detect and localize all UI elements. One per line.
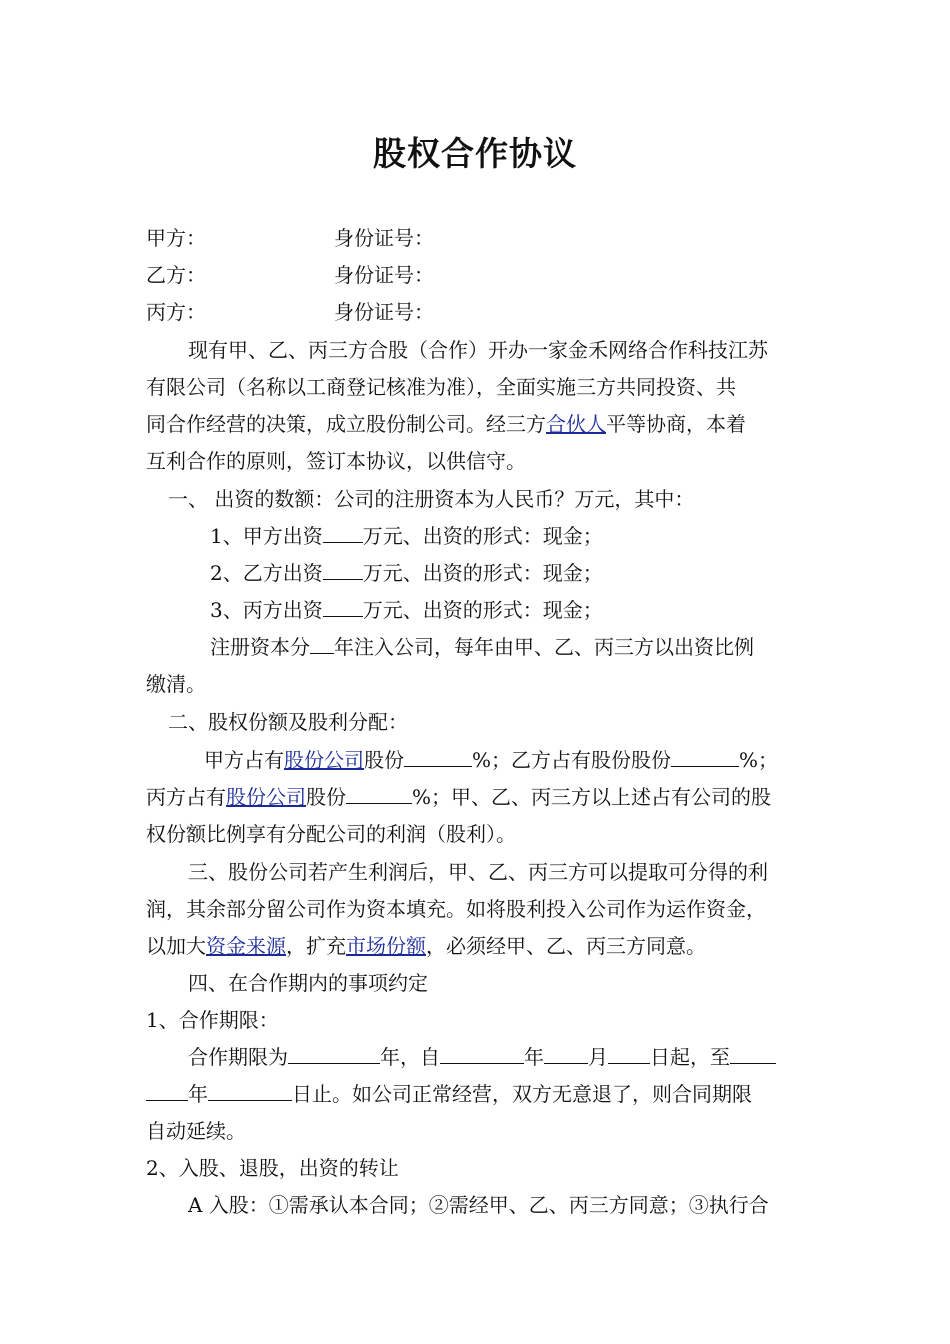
capital-item-1-form: 万元、出资的形式：现金； — [362, 524, 603, 548]
capital-item-3-label: 3、丙方出资 — [210, 598, 323, 622]
share-line-1-text-d: %； — [739, 748, 779, 772]
term2-text-a: 年 — [188, 1082, 208, 1106]
entry-line-1: A 入股：①需承认本合同；②需经甲、乙、丙三方同意；③执行合 — [188, 1193, 769, 1217]
profit-line-3 — [146, 932, 706, 960]
section-2-heading: 二、股权份额及股利分配： — [168, 710, 408, 734]
share-line-1-text-c: %；乙方占有股份股份 — [472, 748, 672, 772]
party-a-id-label: 身份证号： — [334, 226, 434, 250]
joint-stock-company-link[interactable]: 股份公司 — [226, 785, 306, 809]
capital-source-link[interactable]: 资金来源 — [206, 934, 286, 958]
intro-line-4: 互利合作的原则，签订本协议，以供信守。 — [146, 449, 526, 473]
section-1-heading: 一、 出资的数额：公司的注册资本为人民币？万元，其中： — [168, 487, 695, 511]
party-c-line — [146, 298, 434, 326]
profit-line-2: 润，其余部分留公司作为资本填充。如将股利投入公司作为运作资金， — [146, 897, 766, 921]
term-line-1 — [188, 1043, 776, 1071]
blank-field — [440, 1045, 524, 1064]
entry-subheading: 2、入股、退股，出资的转让 — [146, 1156, 399, 1180]
share-line-3: 权份额比例享有分配公司的利润（股利）。 — [146, 822, 516, 846]
partner-link[interactable]: 合伙人 — [546, 412, 606, 436]
share-line-2-text-c: %；甲、乙、丙三方以上述占有公司的股 — [412, 785, 772, 809]
capital-item-1 — [210, 522, 603, 550]
blank-field — [323, 524, 363, 543]
profit-line-3-text-c: ，必须经甲、乙、丙三方同意。 — [426, 934, 706, 958]
registration-line-2: 缴清。 — [146, 672, 206, 696]
blank-field — [346, 785, 412, 804]
capital-item-1-label: 1、甲方出资 — [210, 524, 323, 548]
term-text-c: 年 — [524, 1045, 544, 1069]
market-share-link[interactable]: 市场份额 — [346, 934, 426, 958]
party-b-id-label: 身份证号： — [334, 263, 434, 287]
share-line-1-text-a: 甲方占有 — [204, 748, 284, 772]
blank-field — [544, 1045, 588, 1064]
capital-item-2-form: 万元、出资的形式：现金； — [362, 561, 603, 585]
share-line-1-text-b: 股份 — [364, 748, 404, 772]
section-4-heading: 四、在合作期内的事项约定 — [188, 971, 428, 995]
capital-item-3-form: 万元、出资的形式：现金； — [362, 598, 603, 622]
profit-line-1: 三、股份公司若产生利润后，甲、乙、丙三方可以提取可分得的利 — [188, 860, 768, 884]
term-subheading: 1、合作期限： — [146, 1008, 279, 1032]
blank-field — [404, 748, 472, 767]
capital-item-3 — [210, 596, 603, 624]
share-line-2-text-b: 股份 — [306, 785, 346, 809]
party-a-line — [146, 224, 434, 252]
share-line-2 — [146, 783, 771, 811]
party-b-line — [146, 261, 434, 289]
blank-field — [323, 561, 363, 580]
blank-field — [310, 635, 334, 654]
intro-line-2: 有限公司（名称以工商登记核准为准），全面实施三方共同投资、共 — [146, 375, 736, 399]
share-line-2-text-a: 丙方占有 — [146, 785, 226, 809]
profit-line-3-text-a: 以加大 — [146, 934, 206, 958]
intro-line-3 — [146, 410, 746, 438]
party-a-label: 甲方： — [146, 226, 206, 250]
term2-text-b: 日止。如公司正常经营，双方无意退了，则合同期限 — [292, 1082, 752, 1106]
registration-line-1 — [210, 633, 754, 661]
term-text-e: 日起，至 — [650, 1045, 730, 1069]
term-line-3: 自动延续。 — [146, 1119, 246, 1143]
registration-text-b: 年注入公司，每年由甲、乙、丙三方以出资比例 — [334, 635, 754, 659]
party-c-id-label: 身份证号： — [334, 300, 434, 324]
blank-field — [608, 1045, 650, 1064]
blank-field — [323, 598, 363, 617]
blank-field — [146, 1082, 188, 1101]
term-text-b: 年，自 — [380, 1045, 440, 1069]
capital-item-2 — [210, 559, 603, 587]
intro-line-3-text-b: 平等协商，本着 — [606, 412, 746, 436]
intro-line-3-text-a: 同合作经营的决策，成立股份制公司。经三方 — [146, 412, 546, 436]
registration-text-a: 注册资本分 — [210, 635, 310, 659]
blank-field — [208, 1082, 292, 1101]
intro-line-1: 现有甲、乙、丙三方合股（合作）开办一家金禾网络合作科技江苏 — [188, 338, 768, 362]
blank-field — [730, 1045, 776, 1064]
document-title: 股权合作协议 — [373, 134, 577, 173]
blank-field — [671, 748, 739, 767]
party-b-label: 乙方： — [146, 263, 206, 287]
party-c-label: 丙方： — [146, 300, 206, 324]
capital-item-2-label: 2、乙方出资 — [210, 561, 323, 585]
term-text-a: 合作期限为 — [188, 1045, 288, 1069]
profit-line-3-text-b: ，扩充 — [286, 934, 346, 958]
joint-stock-company-link[interactable]: 股份公司 — [284, 748, 364, 772]
term-text-d: 月 — [588, 1045, 608, 1069]
blank-field — [288, 1045, 380, 1064]
term-line-2 — [146, 1080, 752, 1108]
share-line-1 — [204, 746, 778, 774]
